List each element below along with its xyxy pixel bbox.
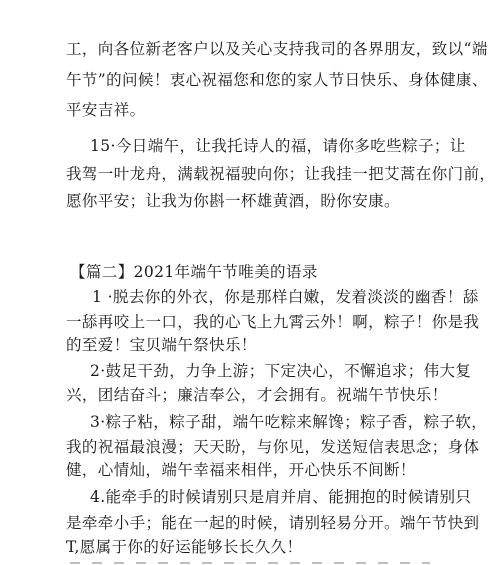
- item15-line-2: 我驾一叶龙舟，满载祝福驶向你；让我挂一把艾蒿在你门前，: [66, 165, 496, 183]
- item4-line-3: T,愿属于你的好运能够长长久久！: [66, 538, 303, 556]
- section-heading: 【篇二】2021年端午节唯美的语录: [70, 263, 318, 281]
- item15-line-3: 愿你平安；让我为你斟一杯雄黄酒，盼你安康。: [66, 192, 400, 210]
- intro-line-1: 工，向各位新老客户以及关心支持我司的各界朋友，致以“端: [66, 40, 488, 58]
- item4-line-1: 4.能牵手的时候请别只是肩并肩、能拥抱的时候请别只: [90, 488, 472, 506]
- item1-line-2: 一舔再咬上一口，我的心飞上九霄云外！啊，粽子！你是我: [66, 313, 480, 331]
- item2-line-1: 2·鼓足干劲，力争上游；下定决心，不懈追求；伟大复: [90, 362, 472, 380]
- intro-line-3: 平安吉祥。: [66, 101, 146, 119]
- item3-line-3: 健，心情灿，端午幸福来相伴，开心快乐不间断！: [66, 461, 416, 479]
- intro-line-2: 午节”的问候！衷心祝福您和您的家人节日快乐、身体健康、: [66, 71, 488, 89]
- item3-line-1: 3·粽子粘，粽子甜，端午吃粽来解馋；粽子香，粽子软，: [90, 413, 488, 431]
- cropped-next-line: [70, 558, 430, 565]
- item4-line-2: 是牵牵小手；能在一起的时候，请别轻易分开。端午节快到: [66, 514, 480, 532]
- item1-line-3: 的至爱！宝贝端午祭快乐！: [66, 336, 257, 354]
- item3-line-2: 我的祝福最浪漫；天天盼，与你见，发送短信表思念；身体: [66, 438, 480, 456]
- item15-line-1: 15·今日端午，让我托诗人的福，请你多吃些粽子；让: [90, 137, 466, 155]
- item1-line-1: 1 ·脱去你的外衣，你是那样白嫩，发着淡淡的幽香！舔: [92, 288, 479, 306]
- item2-line-2: 兴，团结奋斗；廉洁奉公，才会拥有。祝端午节快乐！: [66, 386, 448, 404]
